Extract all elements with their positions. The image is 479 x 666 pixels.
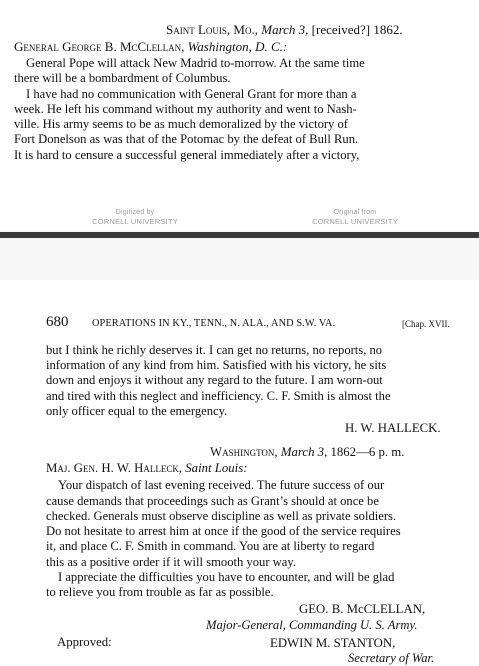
watermark-digitized-line2: CORNELL UNIVERSITY (92, 217, 178, 226)
body-line: Fort Donelson as was that of the Potomac by the defeat of Bull Run. (14, 132, 359, 146)
body-line: It is hard to censure a successful general immediately after a victory, (14, 148, 360, 162)
page1-addressee (14, 39, 287, 55)
body-line: this as a positive order if it will smooth your way. (46, 555, 296, 569)
dateline-date: March 3, (261, 22, 309, 37)
watermark-original (300, 208, 410, 226)
body-line: to relieve you from trouble as far as possible. (46, 585, 274, 599)
dateline-date: March 3, (280, 445, 328, 459)
approved-label: Approved: (57, 635, 112, 649)
watermark-original-line1: Original from (333, 209, 377, 216)
body-line: but I think he richly deserves it. I can get no returns, no reports, no (46, 343, 383, 357)
dateline-note: [received?] 1862. (311, 22, 403, 37)
body-line: Do not hesitate to arrest him at once if the good of the service requires (46, 524, 401, 538)
body-line: it, and place C. F. Smith in command. You are at liberty to regard (46, 539, 375, 553)
signature-mcclellan-name: GEO. B. McCLELLAN, (299, 602, 426, 616)
watermark-digitized (80, 208, 190, 226)
page2-dateline (210, 445, 404, 460)
addressee-location: Saint Louis: (185, 461, 248, 475)
dateline-place: Washington, (210, 445, 278, 459)
addressee-salutation: General George B. McClellan, (14, 39, 185, 54)
page1-dateline (166, 22, 403, 38)
body-line: General Pope will attack New Madrid to-morrow. At the same time (26, 56, 365, 70)
body-line: I have had no communication with General Grant for more than a (26, 87, 357, 101)
chapter-label: [Chap. XVII. (402, 319, 450, 329)
addressee-salutation: Maj. Gen. H. W. Halleck, (46, 461, 183, 475)
signature-stanton-title: Secretary of War. (348, 651, 435, 665)
body-line: I appreciate the difficulties you have to encounter, and will be glad (58, 570, 395, 584)
body-line: information of any kind from him. Satisfied with his victory, he sits (46, 358, 387, 372)
signature-stanton-name: EDWIN M. STANTON, (270, 636, 396, 650)
page-gap (0, 238, 479, 280)
body-line: there will be a bombardment of Columbus. (14, 71, 231, 85)
body-line: only officer equal to the emergency. (46, 404, 228, 418)
body-line: cause demands that proceedings such as Grant’s should at once be (46, 494, 379, 508)
body-line: checked. Generals must observe discipline as well as private soldiers. (46, 509, 397, 523)
dateline-time: 1862—6 p. m. (330, 445, 405, 459)
page2-addressee (46, 461, 247, 476)
dateline-place: Saint Louis, Mo., (166, 22, 258, 37)
watermark-original-line2: CORNELL UNIVERSITY (312, 217, 398, 226)
body-line: down and enjoys it without any regard to the future. I am worn-out (46, 373, 383, 387)
watermark-digitized-line1: Digitized by (115, 209, 155, 216)
signature-mcclellan-title: Major-General, Commanding U. S. Army. (206, 618, 418, 632)
signature-halleck: H. W. HALLECK. (345, 421, 441, 435)
addressee-location: Washington, D. C.: (187, 39, 288, 54)
body-line: ville. His army seems to be as much demoralized by the victory of (14, 117, 348, 131)
body-line: week. He left his command without my authority and went to Nash- (14, 102, 357, 116)
page-number: 680 (46, 314, 69, 330)
running-head: OPERATIONS IN KY., TENN., N. ALA., AND S.W. VA. (92, 318, 336, 329)
body-line: and tired with this neglect and inefficiency. C. F. Smith is almost the (46, 389, 391, 403)
body-line: Your dispatch of last evening received. The future success of our (58, 478, 385, 492)
